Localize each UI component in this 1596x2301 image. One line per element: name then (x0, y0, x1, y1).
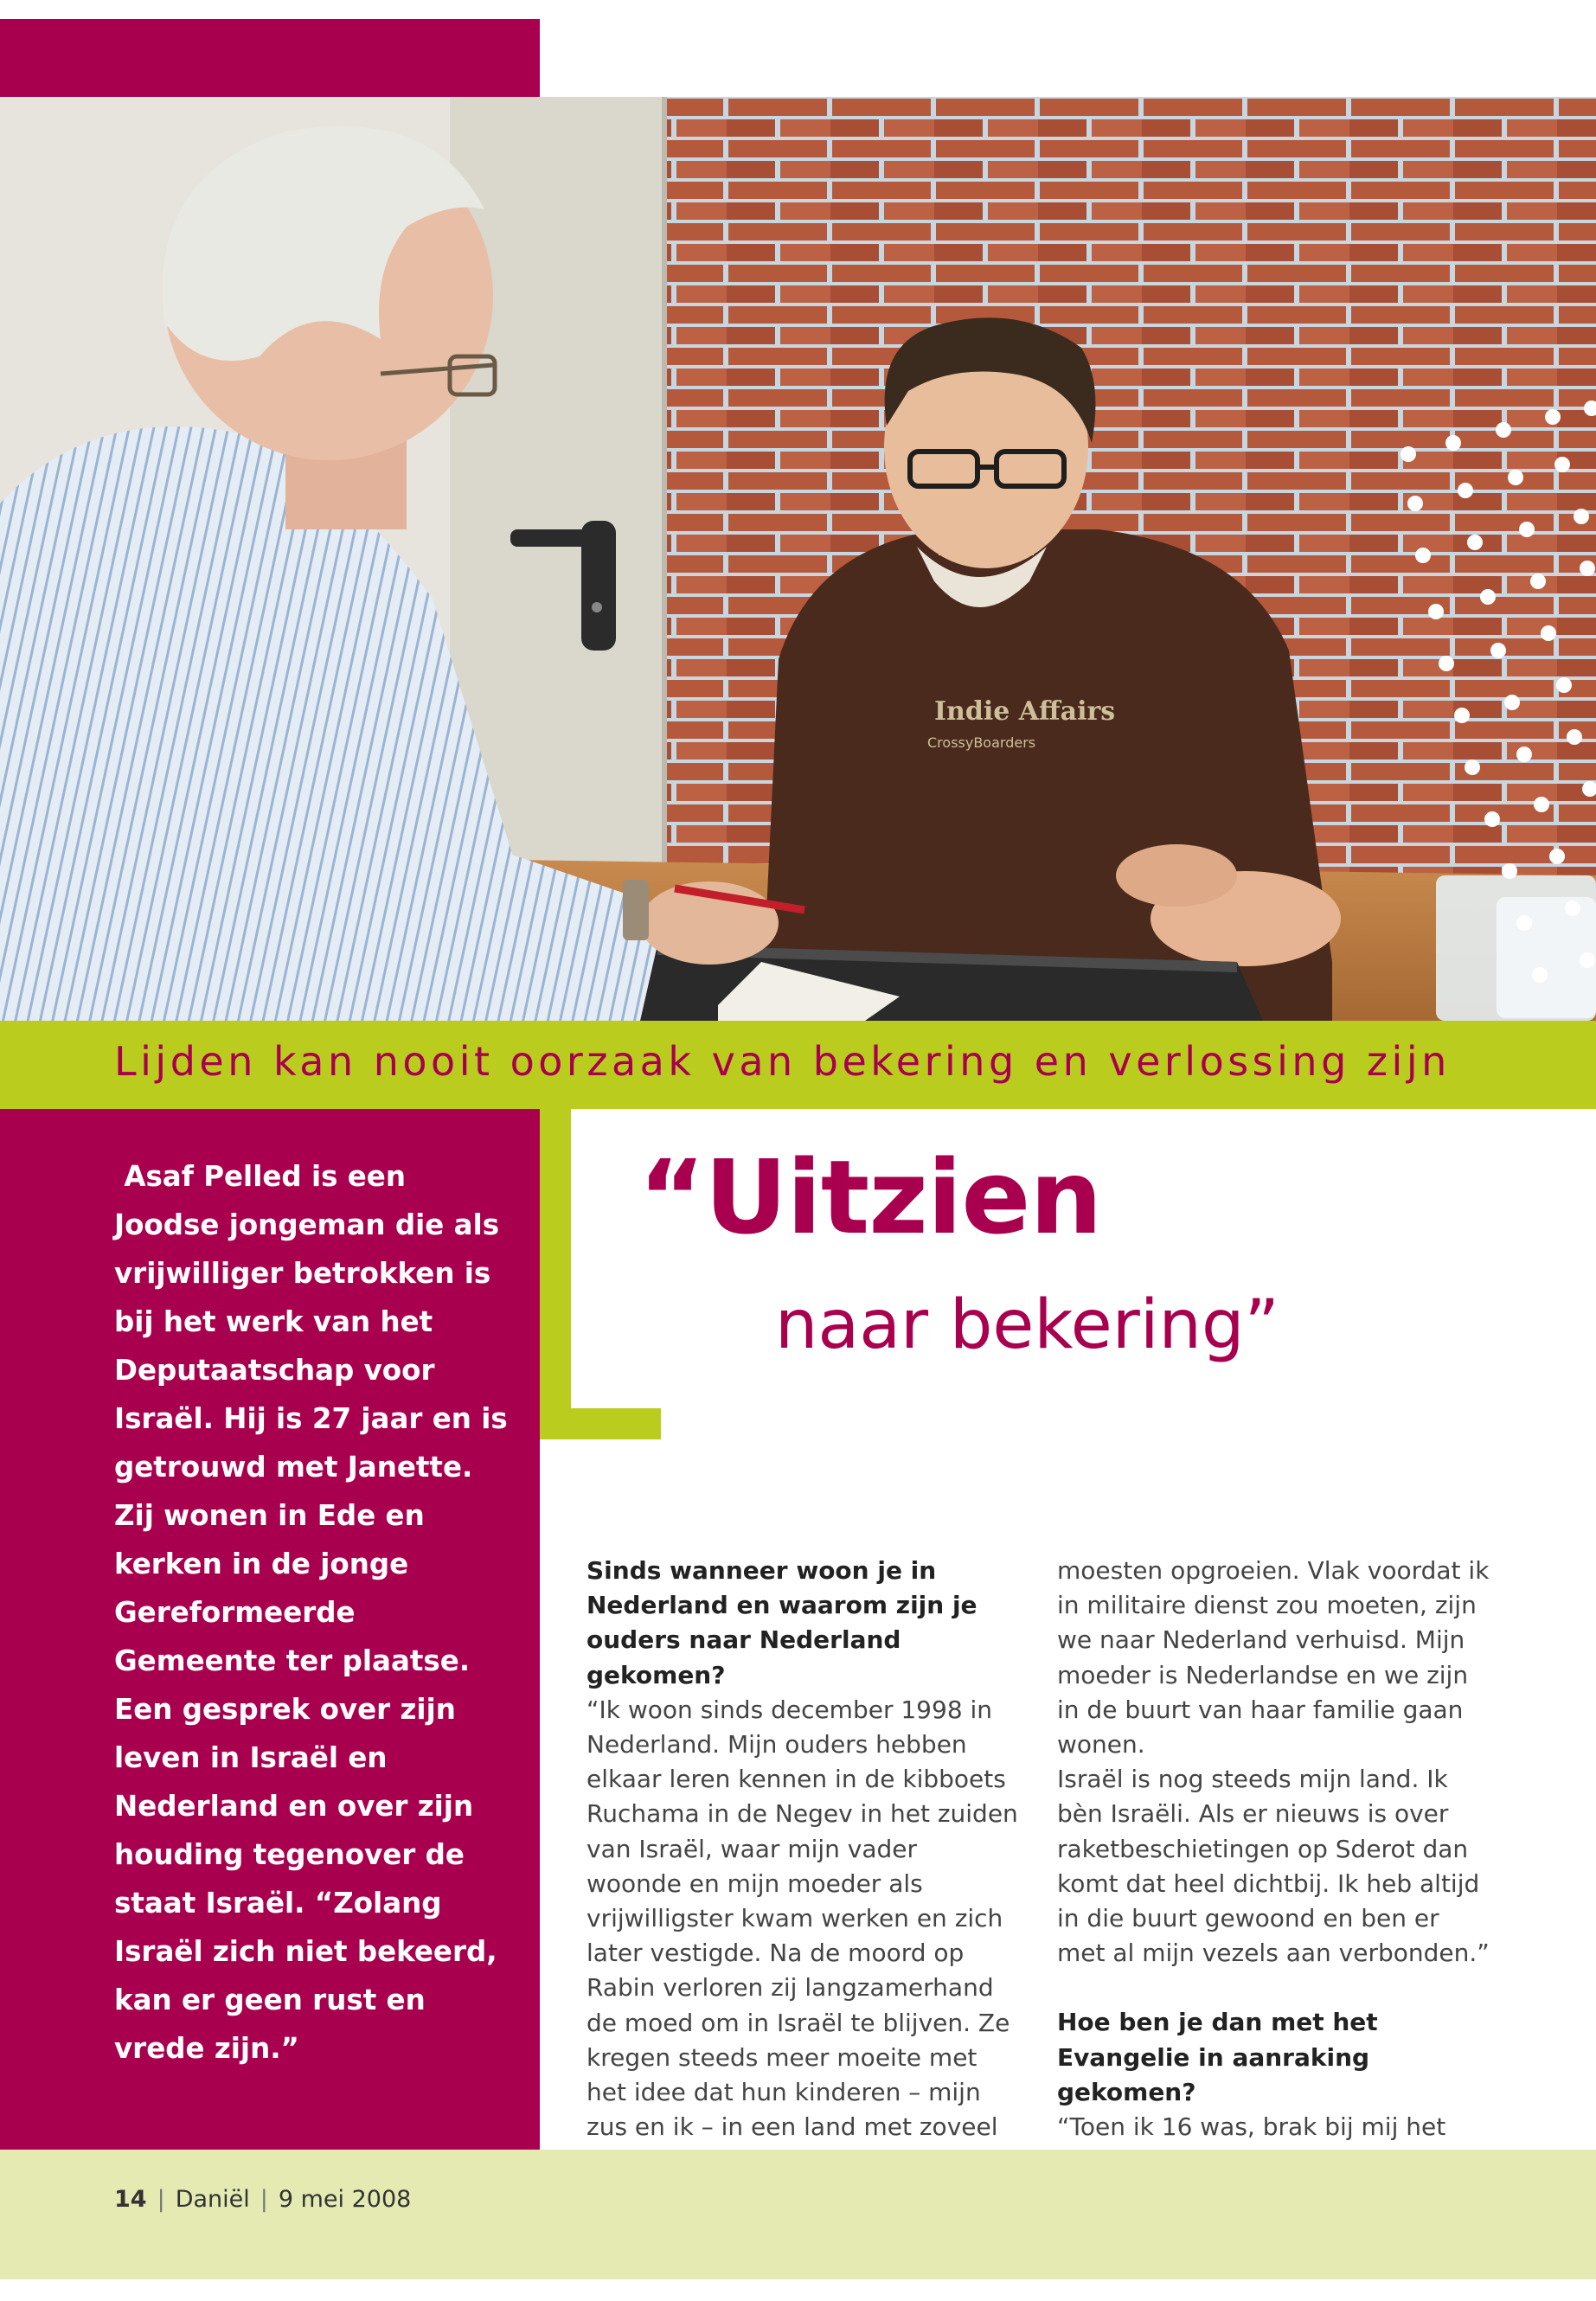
interview-photo-illustration (0, 97, 1596, 1021)
issue-date: 9 mei 2008 (278, 2186, 412, 2213)
paragraph-gap (1057, 1971, 1490, 2005)
lead-box (0, 1109, 540, 2150)
footer-separator: | (260, 2186, 268, 2213)
body-paragraph: moesten opgroeien. Vlak voordat ik in militaire dienst zou moeten, zijn we naar Nederland verhuisd. Mijn moeder is Nederlandse en we zijn in de buurt van haar familie gaan wonen. (1057, 1556, 1490, 1759)
body-paragraph: Israël is nog steeds mijn land. Ik bèn Israëli. Als er nieuws is over raketbeschietingen op Sderot dan komt dat heel dichtbij. Ik heb altijd in die buurt gewoond en ben er met al mijn vezels aan verbonden.” (1057, 1765, 1490, 1968)
footer-separator: | (157, 2186, 165, 2213)
magazine-name: Daniël (175, 2186, 250, 2213)
headline-bracket-horizontal (540, 1408, 661, 1439)
article-column-2 (1057, 1554, 1490, 2144)
interview-answer: “Ik woon sinds december 1998 in Nederland. Mijn ouders hebben elkaar leren kennen in de kibboets Ruchama in de Negev in het zuiden van Israël, waar mijn vader woonde en mijn moeder als vrijwilligster kwam werken en zich later vestigde. Na de moord op Rabin verloren zij langzamerhand de moed om in Israël te blijven. Ze kregen steeds meer moeite met het idee dat hun kinderen – mijn zus en ik – in een land met zoveel (586, 1695, 1018, 2142)
top-accent-bar (0, 19, 540, 97)
page-footer (114, 2186, 411, 2213)
sweatshirt-print-2: CrossyBoarders (927, 734, 1036, 751)
headline-sub: naar bekering” (775, 1286, 1279, 1364)
headline-main: “Uitzien (638, 1138, 1102, 1257)
page-number: 14 (114, 2186, 147, 2213)
interview-answer: “Toen ik 16 was, brak bij mij het (1057, 2112, 1446, 2142)
sweatshirt-print-1: Indie Affairs (934, 696, 1116, 727)
interview-photo (0, 97, 1596, 1021)
interview-question: Hoe ben je dan met het Evangelie in aanraking gekomen? (1057, 2008, 1378, 2106)
kicker-title: Lijden kan nooit oorzaak van bekering en verlossing zijn (114, 1038, 1451, 1085)
interview-question: Sinds wanneer woon je in Nederland en waarom zijn je ouders naar Nederland gekomen? (586, 1556, 977, 1689)
article-column-1 (586, 1554, 1019, 2180)
kicker-band (0, 1021, 1596, 1109)
footer-band (0, 2150, 1596, 2279)
headline-bracket-vertical (540, 1109, 571, 1438)
lead-paragraph: Asaf Pelled is een Joodse jongeman die als vrijwilliger betrokken is bij het werk van het Deputaatschap voor Israël. Hij is 27 jaar en is getrouwd met Janette. Zij wonen in Ede en kerken in de jonge Gereformeerde Gemeente ter plaatse. Een gesprek over zijn leven in Israël en Nederland en over zijn houding tegenover de staat Israël. “Zolang Israël zich niet bekeerd, kan er geen rust en vrede zijn.” (114, 1160, 508, 2065)
